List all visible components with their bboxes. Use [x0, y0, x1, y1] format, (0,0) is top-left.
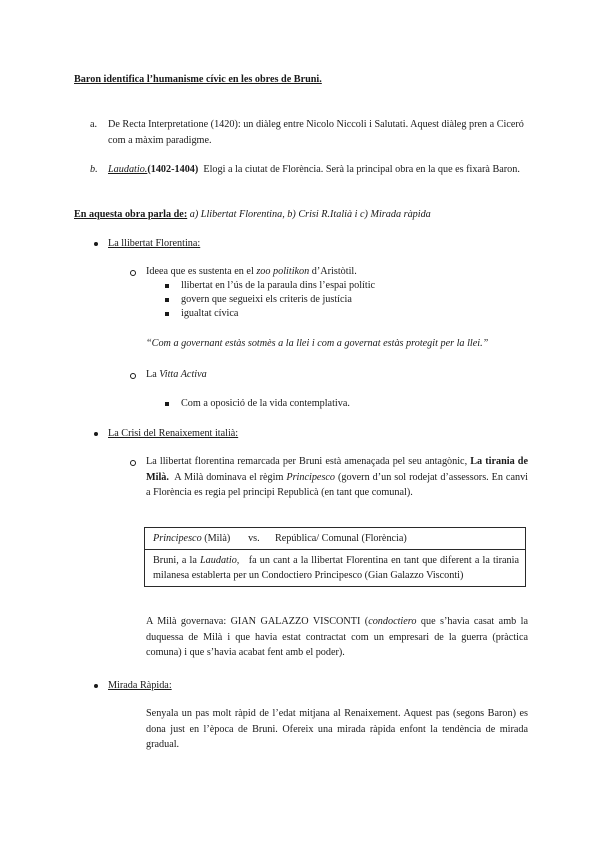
bullet-square-icon [165, 298, 169, 302]
llibertat-point-2: govern que segueixi els criteris de justícia [181, 294, 352, 305]
mila-text: A Milà dominava el règim [174, 471, 284, 483]
republica-label: República/ Comunal (Florència) [274, 533, 407, 544]
laudatio-description: Elogi a la ciutat de Florència. Serà la principal obra en la que es fixarà Baron. [203, 164, 520, 175]
bullet-square-icon [165, 312, 169, 316]
list-item-a: De Recta Interpretatione (1420): un diàleg entre Nicolo Niccoli i Salutati. Aquest diàleg pren a Ciceró com a màxim paradigme. [108, 119, 524, 146]
visconti-text: A Milà governava: GIAN GALAZZO VISCONTI ( [146, 616, 369, 627]
section-crisi-title: La Crisi del Renaixement italià: [108, 428, 239, 439]
bullet-square-icon [165, 402, 169, 406]
bullet-circle-icon [130, 460, 136, 466]
crisi-text: La llibertat florentina remarcada per Bruni està amenaçada pel seu antagònic, [146, 456, 468, 467]
list-item-b [108, 162, 528, 178]
visconti-text-end: que s’havia casat amb la duquessa de Milà i que havia estat contractat com un empresari de la guerra (pràctica comuna) i que s’havia acabat fent amb el poder). [146, 616, 528, 659]
table-row [145, 528, 526, 550]
bullet-circle-icon [130, 270, 136, 276]
list-marker-a: a. [90, 119, 98, 130]
laudatio-title: Laudatio. [108, 164, 148, 175]
tirania-mila: La tirania de Milà. [146, 456, 528, 483]
principesco-term: Principesco [286, 471, 336, 483]
vita-activa-point: Com a oposició de la vida contemplativa. [181, 398, 350, 409]
zoo-politikon-term: zoo politikon [256, 266, 310, 277]
principesco-city: (Milà) [204, 533, 231, 544]
bullet-circle-icon [130, 373, 136, 379]
governant-quote: “Com a governant estàs sotmès a la llei i com a governat estàs protegit per la llei.” [146, 338, 489, 349]
page-heading: Baron identifica l’humanisme cívic en les obres de Bruni. [74, 74, 322, 85]
condoctiero-term: condoctiero [368, 616, 417, 627]
principesco-cell-term: Principesco [153, 533, 202, 544]
topics-items: a) Llibertat Florentina, b) Crisi R.Italià i c) Mirada ràpida [189, 209, 431, 220]
idea-text-end: d’Aristòtil. [309, 266, 357, 277]
idea-text: Ideea que es sustenta en el [146, 266, 257, 277]
mila-text-end: (govern d’un sol rodejat d’assessors. En canvi a Florència es regia pel principi Republicà (en tant que comunal). [146, 471, 528, 499]
llibertat-point-3: igualtat cívica [181, 308, 239, 319]
table-cell-body [145, 550, 526, 587]
list-marker-b: b. [90, 164, 98, 175]
bullet-square-icon [165, 284, 169, 288]
topics-lead: En aquesta obra parla de: [74, 209, 188, 220]
table-row [145, 550, 526, 587]
vita-activa-term: Vitta Activa [159, 369, 207, 380]
section-mirada-title: Mirada Ràpida: [108, 680, 172, 691]
comparison-table [144, 527, 526, 587]
mirada-paragraph: Senyala un pas molt ràpid de l’edat mitjana al Renaixement. Aquest pas (segons Baron) es dona just en l’època de Bruni. Ofereix una mirada ràpida enfont la tendència de mirada gradual. [146, 708, 528, 751]
bullet-disc-icon [94, 432, 98, 436]
versus-label: vs. [248, 533, 260, 544]
table-cell-header [145, 528, 526, 550]
vita-pre: La [146, 369, 160, 380]
laudatio-cell-term: Laudatio, [200, 555, 240, 566]
visconti-paragraph [146, 614, 528, 661]
bruni-text: Bruni, a la [153, 555, 197, 566]
section-llibertat-title: La llibertat Florentina: [108, 238, 201, 249]
laudatio-years: (1402-1404) [147, 164, 199, 175]
bullet-disc-icon [94, 684, 98, 688]
crisi-paragraph [146, 454, 528, 501]
vita-activa-line [146, 367, 207, 383]
llibertat-point-1: llibertat en l’ús de la paraula dins l’espai polític [181, 280, 376, 291]
bruni-text-end: fa un cant a la llibertat Florentina en tant que diferent a la tirania milanesa establerta per un Condoctiero Principesco (Gian Galazzo Visconti) [153, 555, 519, 581]
bullet-disc-icon [94, 242, 98, 246]
topics-line [74, 207, 431, 223]
